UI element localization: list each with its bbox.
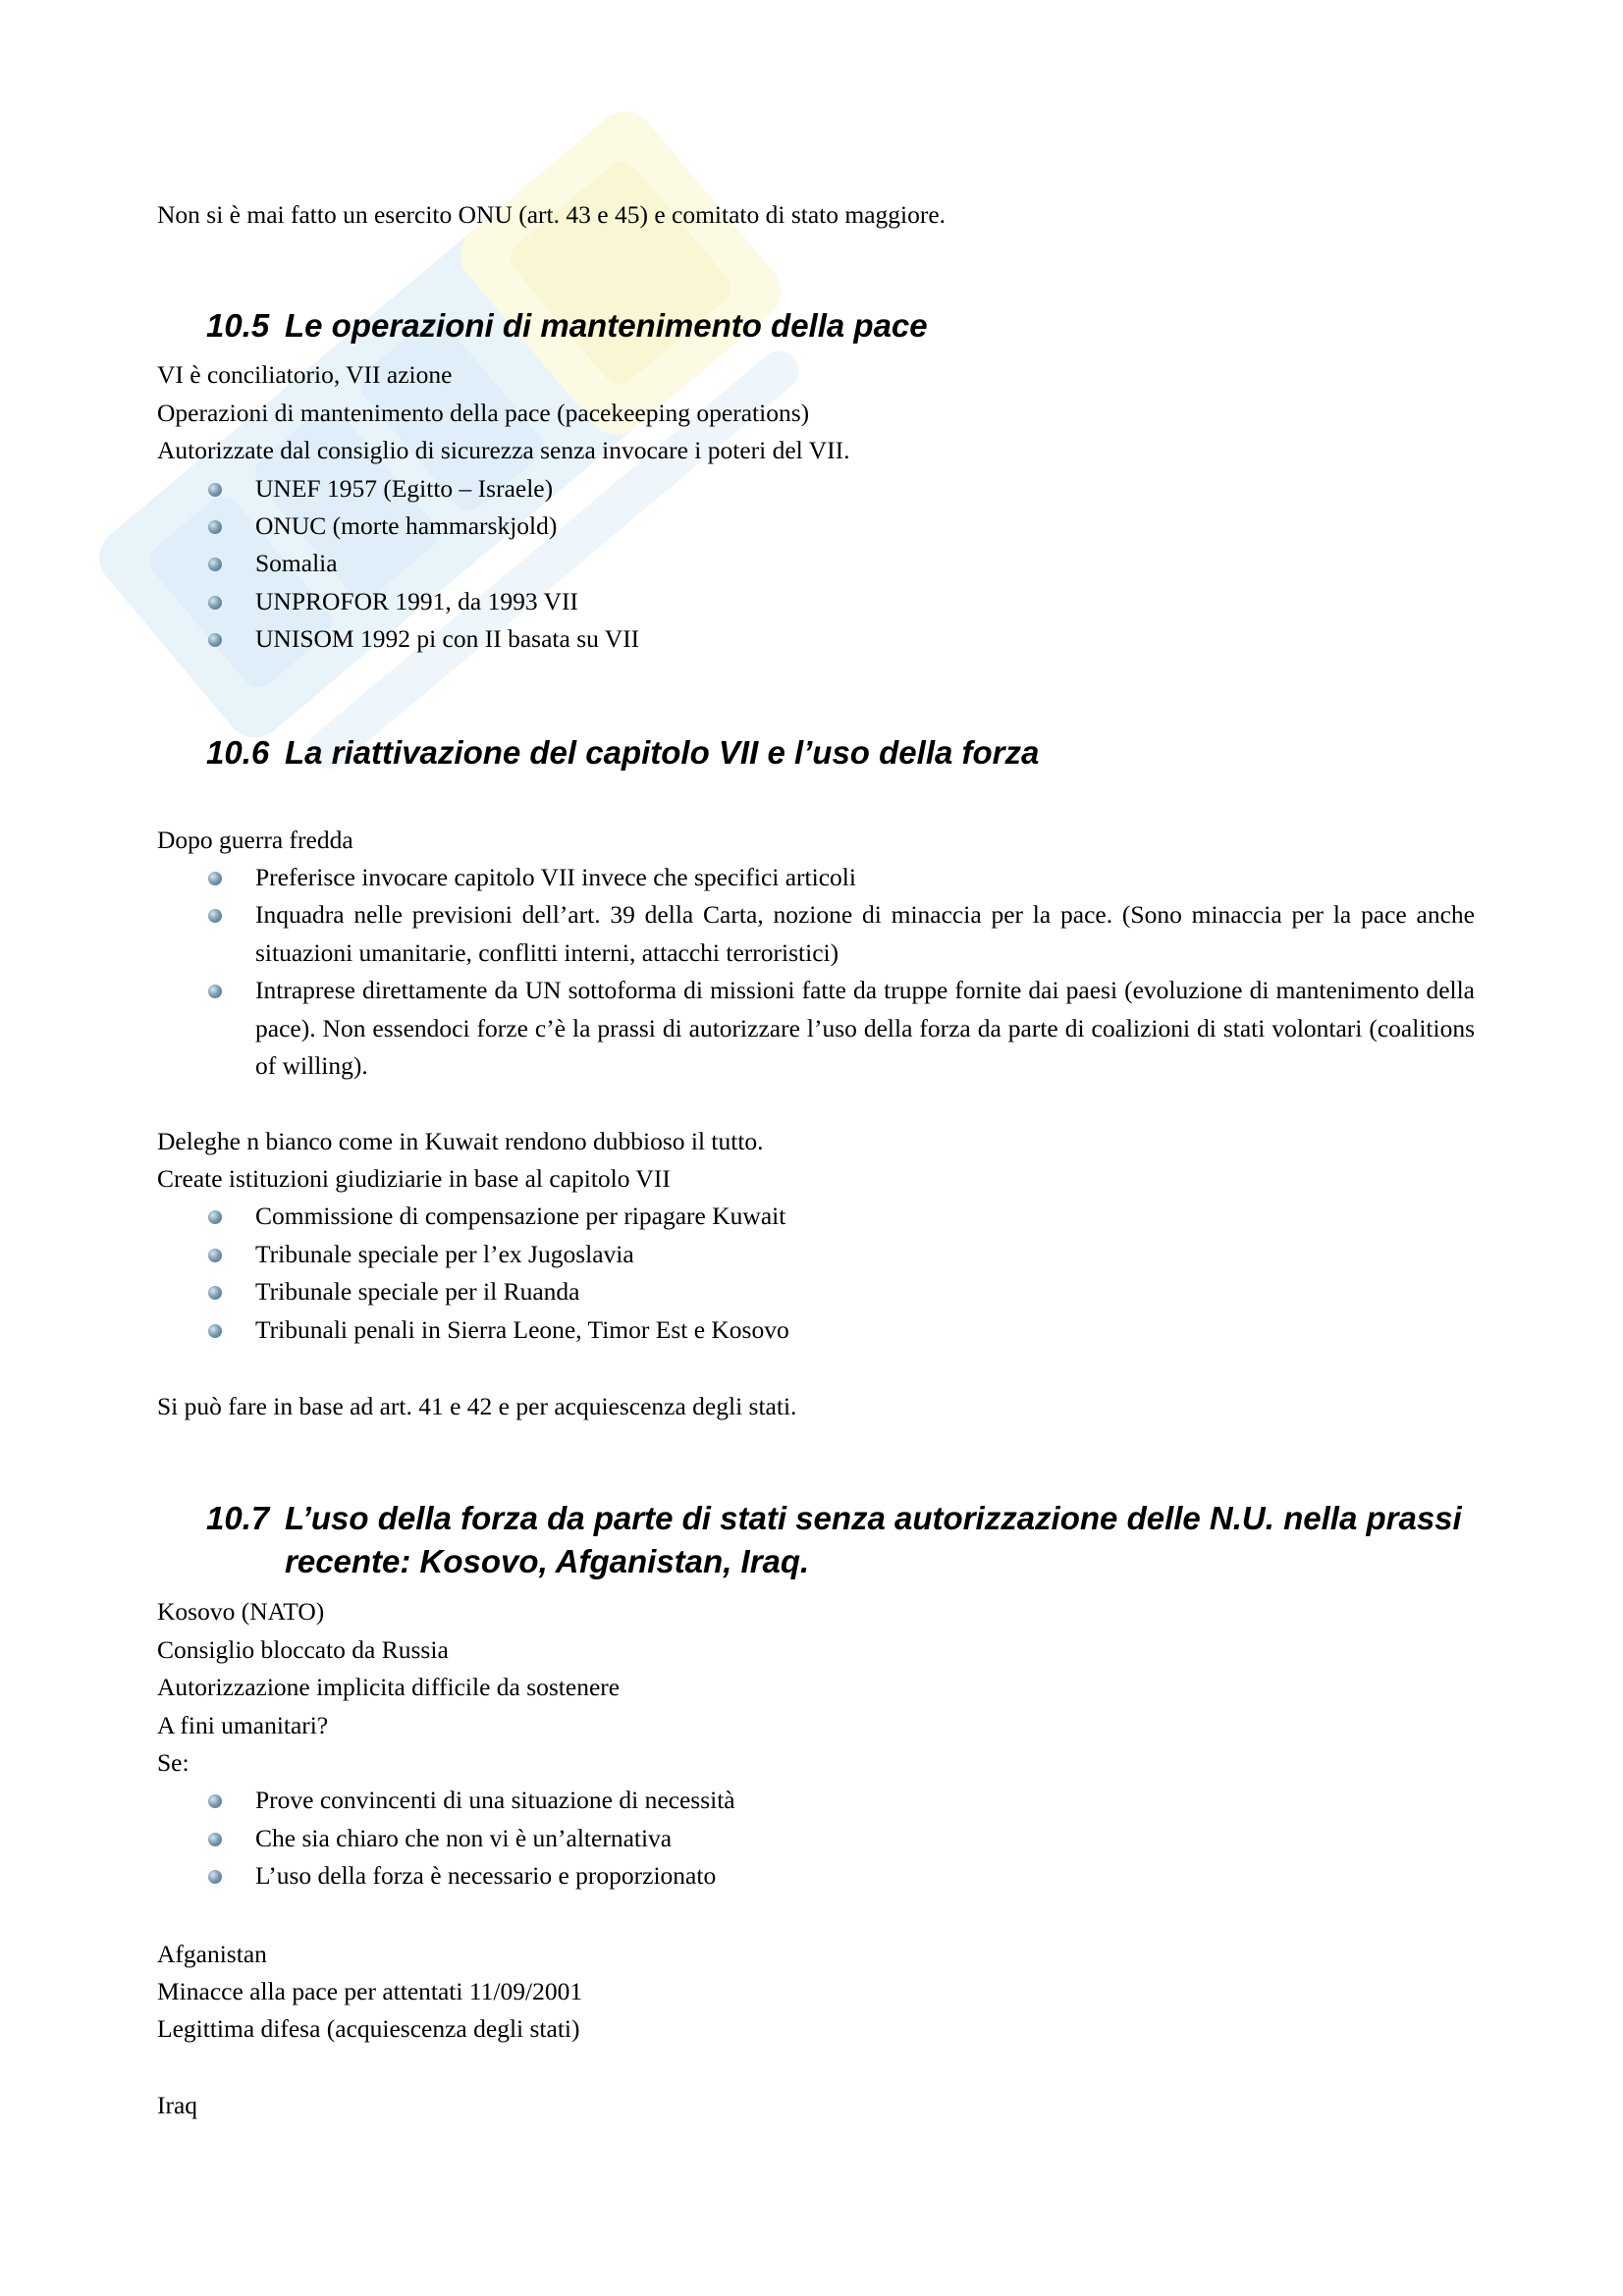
paragraph-line: Create istituzioni giudiziarie in base al capitolo VII bbox=[157, 1163, 671, 1193]
list-item: Tribunale speciale per l’ex Jugoslavia bbox=[157, 1236, 1475, 1273]
paragraph-line: Consiglio bloccato da Russia bbox=[157, 1634, 449, 1664]
list-item: UNPROFOR 1991, da 1993 VII bbox=[157, 583, 1475, 620]
list-item: UNEF 1957 (Egitto – Israele) bbox=[157, 470, 1475, 507]
heading-10-6 bbox=[206, 731, 1483, 774]
list-item: Tribunale speciale per il Ruanda bbox=[157, 1273, 1475, 1310]
paragraph-line: VI è conciliatorio, VII azione bbox=[157, 360, 453, 390]
paragraph-line: A fini umanitari? bbox=[157, 1710, 329, 1739]
bullet-icon bbox=[208, 1249, 222, 1262]
bullet-icon bbox=[208, 1870, 222, 1884]
heading-number: 10.7 bbox=[206, 1500, 270, 1537]
intro-paragraph: Non si è mai fatto un esercito ONU (art. 43 e 45) e comitato di stato maggiore. bbox=[157, 200, 947, 229]
section-iraq bbox=[157, 2087, 1475, 2124]
bullet-list bbox=[157, 1782, 1475, 1895]
section-10-6-body-2 bbox=[157, 1123, 1475, 1349]
bullet-icon bbox=[208, 1210, 222, 1224]
bullet-icon bbox=[208, 1794, 222, 1808]
bullet-list bbox=[157, 1198, 1475, 1349]
list-item: UNISOM 1992 pi con II basata su VII bbox=[157, 620, 1475, 658]
section-10-5-body bbox=[157, 356, 1475, 658]
heading-title: Le operazioni di mantenimento della pace bbox=[285, 307, 928, 345]
paragraph-line: Autorizzazione implicita difficile da sostenere bbox=[157, 1673, 621, 1702]
list-item: Preferisce invocare capitolo VII invece che specifici articoli bbox=[157, 859, 1475, 896]
section-10-7-body bbox=[157, 1593, 1475, 1895]
paragraph-line: Operazioni di mantenimento della pace (pacekeeping operations) bbox=[157, 398, 810, 427]
list-item: Che sia chiaro che non vi è un’alternativa bbox=[157, 1820, 1475, 1857]
heading-title: L’uso della forza da parte di stati senza autorizzazione delle N.U. nella prassi recente: Kosovo, Afganistan, Iraq. bbox=[285, 1500, 1462, 1580]
heading-10-7 bbox=[206, 1497, 1483, 1583]
list-item: L’uso della forza è necessario e proporzionato bbox=[157, 1857, 1475, 1895]
paragraph-line: Iraq bbox=[157, 2090, 198, 2119]
bullet-icon bbox=[208, 483, 222, 497]
heading-10-5 bbox=[206, 304, 1483, 347]
bullet-icon bbox=[208, 633, 222, 647]
list-item: Commissione di compensazione per ripagare Kuwait bbox=[157, 1198, 1475, 1235]
paragraph-line: Deleghe n bianco come in Kuwait rendono dubbioso il tutto. bbox=[157, 1126, 764, 1155]
bullet-list bbox=[157, 470, 1475, 659]
section-10-6-body bbox=[157, 822, 1475, 1086]
bullet-icon bbox=[208, 1833, 222, 1846]
list-item: Tribunali penali in Sierra Leone, Timor Est e Kosovo bbox=[157, 1311, 1475, 1349]
paragraph-line: Autorizzate dal consiglio di sicurezza senza invocare i poteri del VII. bbox=[157, 436, 850, 465]
list-item: Intraprese direttamente da UN sottoforma di missioni fatte da truppe fornite dai paesi (evoluzione di mantenimento della pace). Non essendoci forze c’è la prassi di autorizzare l’uso della forza da parte di coalizioni di stati volontari (coalitions of willing). bbox=[157, 972, 1475, 1085]
bullet-icon bbox=[208, 596, 222, 610]
heading-number: 10.6 bbox=[206, 733, 270, 771]
list-item: Prove convincenti di una situazione di necessità bbox=[157, 1782, 1475, 1819]
paragraph-line: Kosovo (NATO) bbox=[157, 1597, 325, 1627]
bullet-icon bbox=[208, 985, 222, 998]
paragraph-line: Legittima difesa (acquiescenza degli stati) bbox=[157, 2014, 580, 2044]
section-afganistan bbox=[157, 1936, 1475, 2049]
list-item: ONUC (morte hammarskjold) bbox=[157, 507, 1475, 545]
bullet-list bbox=[157, 859, 1475, 1085]
section-10-6-closing: Si può fare in base ad art. 41 e 42 e per acquiescenza degli stati. bbox=[157, 1391, 797, 1420]
paragraph-line: Se: bbox=[157, 1747, 189, 1777]
bullet-icon bbox=[208, 520, 222, 534]
paragraph-line: Afganistan bbox=[157, 1939, 267, 1968]
list-item: Somalia bbox=[157, 545, 1475, 582]
list-item: Inquadra nelle previsioni dell’art. 39 della Carta, nozione di minaccia per la pace. (Sono minaccia per la pace anche situazioni umanitarie, conflitti interni, attacchi terroristici) bbox=[157, 896, 1475, 972]
heading-title: La riattivazione del capitolo VII e l’uso della forza bbox=[285, 733, 1040, 771]
heading-number: 10.5 bbox=[206, 307, 270, 345]
bullet-icon bbox=[208, 1286, 222, 1300]
paragraph-line: Dopo guerra fredda bbox=[157, 825, 353, 854]
bullet-icon bbox=[208, 909, 222, 923]
bullet-icon bbox=[208, 1324, 222, 1338]
bullet-icon bbox=[208, 872, 222, 885]
bullet-icon bbox=[208, 558, 222, 571]
paragraph-line: Minacce alla pace per attentati 11/09/2001 bbox=[157, 1977, 583, 2005]
